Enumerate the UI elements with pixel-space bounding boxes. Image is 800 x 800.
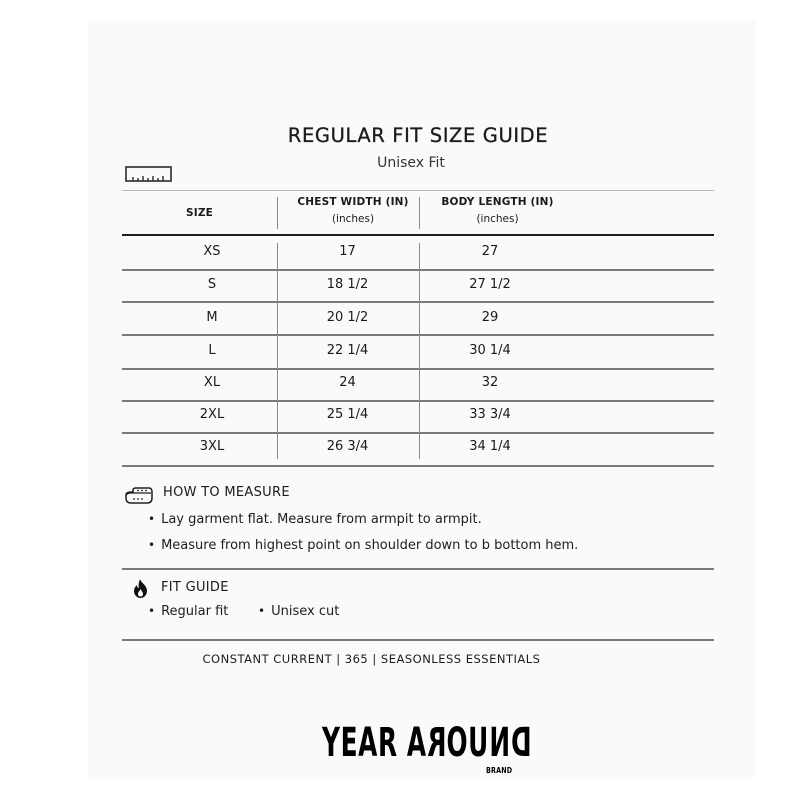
table-header-rule <box>122 234 714 236</box>
col-header-unit: (inches) <box>331 213 375 225</box>
col-header-chest <box>277 194 429 228</box>
cell-length: 33 3/4 <box>469 407 511 422</box>
cell-chest: 26 3/4 <box>326 439 369 454</box>
cell-length: 27 <box>481 244 499 259</box>
bullet-dot: • <box>258 604 266 618</box>
cell-size: XL <box>203 375 221 390</box>
fit-bullet <box>258 604 339 619</box>
col-header-length <box>430 194 565 228</box>
table-bottom-rule <box>122 465 714 467</box>
section-divider <box>122 639 714 641</box>
measure-text: Measure from highest point on shoulder down to b bottom hem. <box>161 538 579 553</box>
bullet-dot: • <box>148 538 156 552</box>
cell-chest: 18 1/2 <box>326 277 369 292</box>
cell-size: S <box>207 277 217 292</box>
cell-size: M <box>206 310 218 325</box>
row-divider <box>122 301 714 303</box>
row-divider <box>122 400 714 402</box>
col-header-label: CHEST WIDTH (IN) <box>297 196 409 208</box>
cell-chest: 20 1/2 <box>326 310 369 325</box>
row-divider <box>122 368 714 370</box>
cell-length: 29 <box>481 310 499 325</box>
how-to-measure-title: HOW TO MEASURE <box>163 485 290 500</box>
logo-text: YEAR A <box>322 720 427 766</box>
row-divider <box>122 432 714 434</box>
fit-text: Regular fit <box>161 604 229 619</box>
cell-size: L <box>208 343 216 358</box>
brand-logo <box>322 720 532 766</box>
flame-icon <box>133 579 148 598</box>
cell-length: 34 1/4 <box>469 439 511 454</box>
bullet-dot: • <box>148 512 156 526</box>
row-divider <box>122 269 714 271</box>
cell-size: 2XL <box>199 407 225 422</box>
logo-letter-o: O <box>446 720 469 766</box>
page-title: REGULAR FIT SIZE GUIDE <box>287 124 549 147</box>
logo-letter-d-mirrored: D <box>510 720 532 766</box>
measure-bullet <box>148 512 482 527</box>
cell-chest: 17 <box>339 244 356 259</box>
fit-bullet <box>148 604 228 619</box>
cell-size: 3XL <box>199 439 225 454</box>
cell-chest: 25 1/4 <box>326 407 369 422</box>
logo-letter-u: U <box>468 720 489 766</box>
logo-letter-r-mirrored: R <box>426 720 447 766</box>
col-header-label: BODY LENGTH (IN) <box>441 196 554 208</box>
bullet-dot: • <box>148 604 156 618</box>
row-divider <box>122 334 714 336</box>
measure-bullet <box>148 538 578 553</box>
fit-text: Unisex cut <box>271 604 340 619</box>
logo-subtext: BRAND <box>486 766 513 775</box>
tape-measure-icon <box>125 487 153 505</box>
col-divider <box>419 243 420 459</box>
cell-chest: 22 1/4 <box>326 343 369 358</box>
cell-size: XS <box>203 244 221 259</box>
cell-length: 32 <box>481 375 499 390</box>
col-header-unit: (inches) <box>476 213 519 225</box>
measure-text: Lay garment flat. Measure from armpit to armpit. <box>161 512 482 527</box>
cell-length: 30 1/4 <box>469 343 511 358</box>
logo-letter-n-mirrored: N <box>488 720 511 766</box>
col-header-size <box>122 205 277 222</box>
ruler-icon <box>125 166 172 182</box>
section-divider <box>122 568 714 570</box>
page-subtitle: Unisex Fit <box>377 155 445 171</box>
cell-chest: 24 <box>339 375 356 390</box>
table-top-rule <box>122 190 714 191</box>
fit-guide-title: FIT GUIDE <box>161 580 229 595</box>
tagline: CONSTANT CURRENT | 365 | SEASONLESS ESSENTIALS <box>202 652 541 666</box>
cell-length: 27 1/2 <box>469 277 511 292</box>
col-header-label: SIZE <box>185 207 214 219</box>
